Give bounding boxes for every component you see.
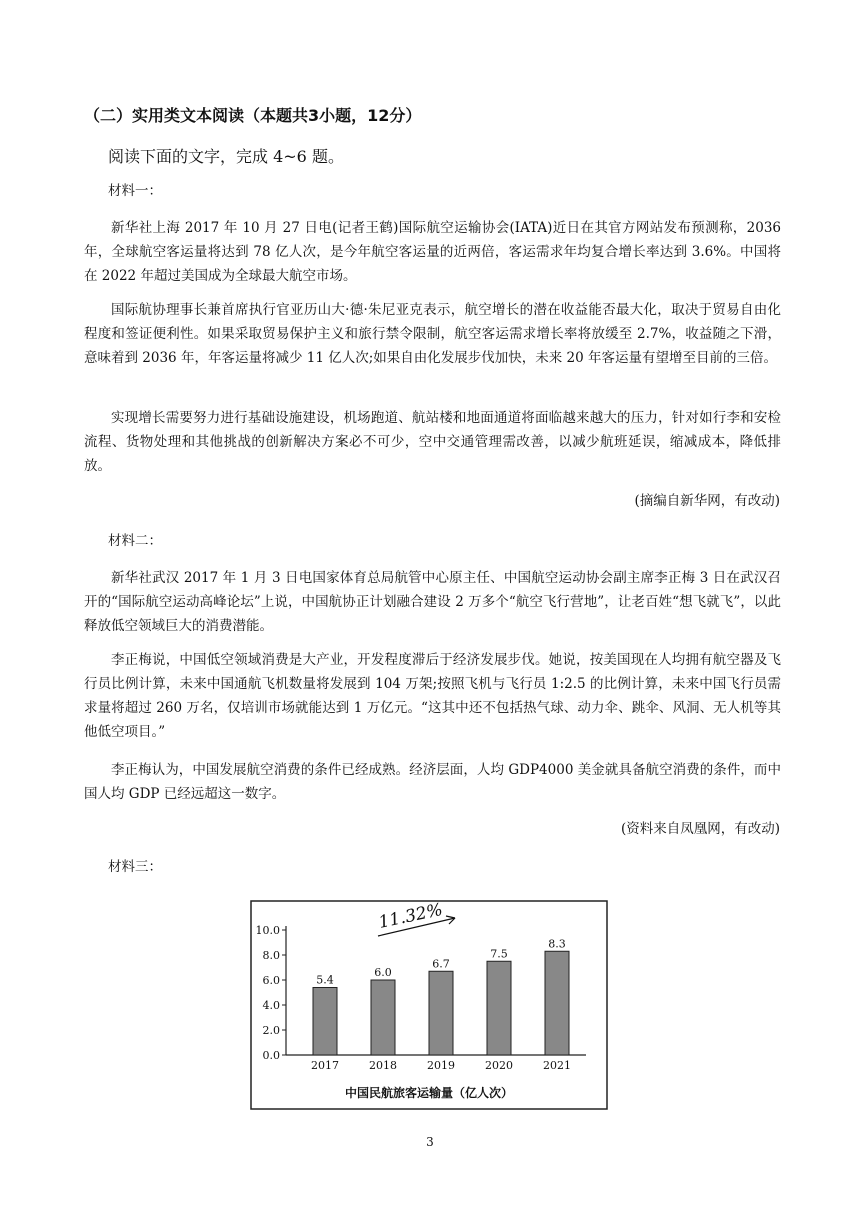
reading-instruction: 阅读下面的文字，完成 4~6 题。 bbox=[108, 147, 344, 166]
y-tick-label: 0.0 bbox=[262, 1049, 280, 1062]
material-1-paragraph-2: 国际航协理事长兼首席执行官亚历山大·德·朱尼亚克表示，航空增长的潜在收益能否最大化，取决于贸易自由化程度和签证便利性。如果采取贸易保护主义和旅行禁令限制，航空客运需求增长率将放缓至 2.7%，收益随之下滑，意味着到 2036 年，年客运量将减少 11 亿人次;如果自由化发展步伐加快，未来 20 年客运量有望增至目前的三倍。 bbox=[84, 302, 781, 366]
bar-2018 bbox=[371, 980, 395, 1055]
y-tick-label: 10.0 bbox=[255, 924, 280, 937]
material-1-source: (摘编自新华网，有改动) bbox=[634, 493, 780, 509]
material-1-label: 材料一： bbox=[108, 183, 162, 199]
y-tick-label: 6.0 bbox=[262, 974, 280, 987]
growth-rate-text: 11.32% bbox=[376, 900, 445, 933]
bar-value-label: 8.3 bbox=[548, 937, 566, 951]
y-tick-label: 4.0 bbox=[262, 999, 280, 1012]
x-tick-label: 2017 bbox=[311, 1059, 339, 1072]
bar-2021 bbox=[545, 951, 569, 1055]
material-1-paragraph-1: 新华社上海 2017 年 10 月 27 日电(记者王鹤)国际航空运输协会(IATA)近日在其官方网站发布预测称，2036 年，全球航空客运量将达到 78 亿人次，是今年航空客运量的近两倍，客运需求年均复合增长率达到 3.6%。中国将在 2022 年超过美国成为全球最大航空市场。 bbox=[84, 220, 781, 284]
material-1-paragraph-3: 实现增长需要努力进行基础设施建设，机场跑道、航站楼和地面通道将面临越来越大的压力，针对如行李和安检流程、货物处理和其他挑战的创新解决方案必不可少，空中交通管理需改善，以减少航班延误，缩减成本，降低排放。 bbox=[84, 410, 781, 474]
material-2-paragraph-3: 李正梅认为，中国发展航空消费的条件已经成熟。经济层面，人均 GDP4000 美金就具备航空消费的条件，而中国人均 GDP 已经远超这一数字。 bbox=[84, 762, 781, 802]
y-tick-label: 2.0 bbox=[262, 1024, 280, 1037]
material-2-paragraph-2: 李正梅说，中国低空领域消费是大产业，开发程度滞后于经济发展步伐。她说，按美国现在人均拥有航空器及飞行员比例计算，未来中国通航飞机数量将发展到 104 万架;按照飞机与飞行员 1:2.5 的比例计算，未来中国飞行员需求量将超过 260 万名，仅培训市场就能达到 1 万亿元。“这其中还不包括热气球、动力伞、跳伞、风洞、无人机等其他低空项目。” bbox=[84, 652, 781, 740]
x-tick-label: 2018 bbox=[369, 1059, 397, 1072]
material-3-label: 材料三： bbox=[108, 859, 162, 875]
bar-value-label: 7.5 bbox=[490, 947, 508, 961]
passenger-traffic-chart bbox=[250, 900, 608, 1110]
bar-value-label: 5.4 bbox=[316, 973, 334, 987]
material-2-label: 材料二： bbox=[108, 533, 162, 549]
chart-title: 中国民航旅客运输量（亿人次） bbox=[344, 1086, 514, 1100]
section-title: （二）实用类文本阅读（本题共3小题，12分） bbox=[84, 106, 422, 125]
bar-chart-svg bbox=[250, 900, 608, 1110]
page-number: 3 bbox=[426, 1135, 434, 1149]
material-2-paragraph-1: 新华社武汉 2017 年 1 月 3 日电国家体育总局航管中心原主任、中国航空运动协会副主席李正梅 3 日在武汉召开的“国际航空运动高峰论坛”上说，中国航协正计划融合建设 2 万多个“航空飞行营地”，让老百姓“想飞就飞”，以此释放低空领域巨大的消费潜能。 bbox=[84, 570, 781, 634]
y-tick-label: 8.0 bbox=[262, 949, 280, 962]
x-tick-label: 2020 bbox=[485, 1059, 513, 1072]
bar-2017 bbox=[313, 988, 337, 1056]
bar-2019 bbox=[429, 971, 453, 1055]
bar-value-label: 6.7 bbox=[432, 957, 450, 971]
x-tick-label: 2021 bbox=[543, 1059, 571, 1072]
material-2-source: (资料来自凤凰网，有改动) bbox=[620, 821, 780, 837]
bar-value-label: 6.0 bbox=[374, 966, 392, 979]
x-tick-label: 2019 bbox=[427, 1059, 455, 1072]
bar-2020 bbox=[487, 961, 511, 1055]
